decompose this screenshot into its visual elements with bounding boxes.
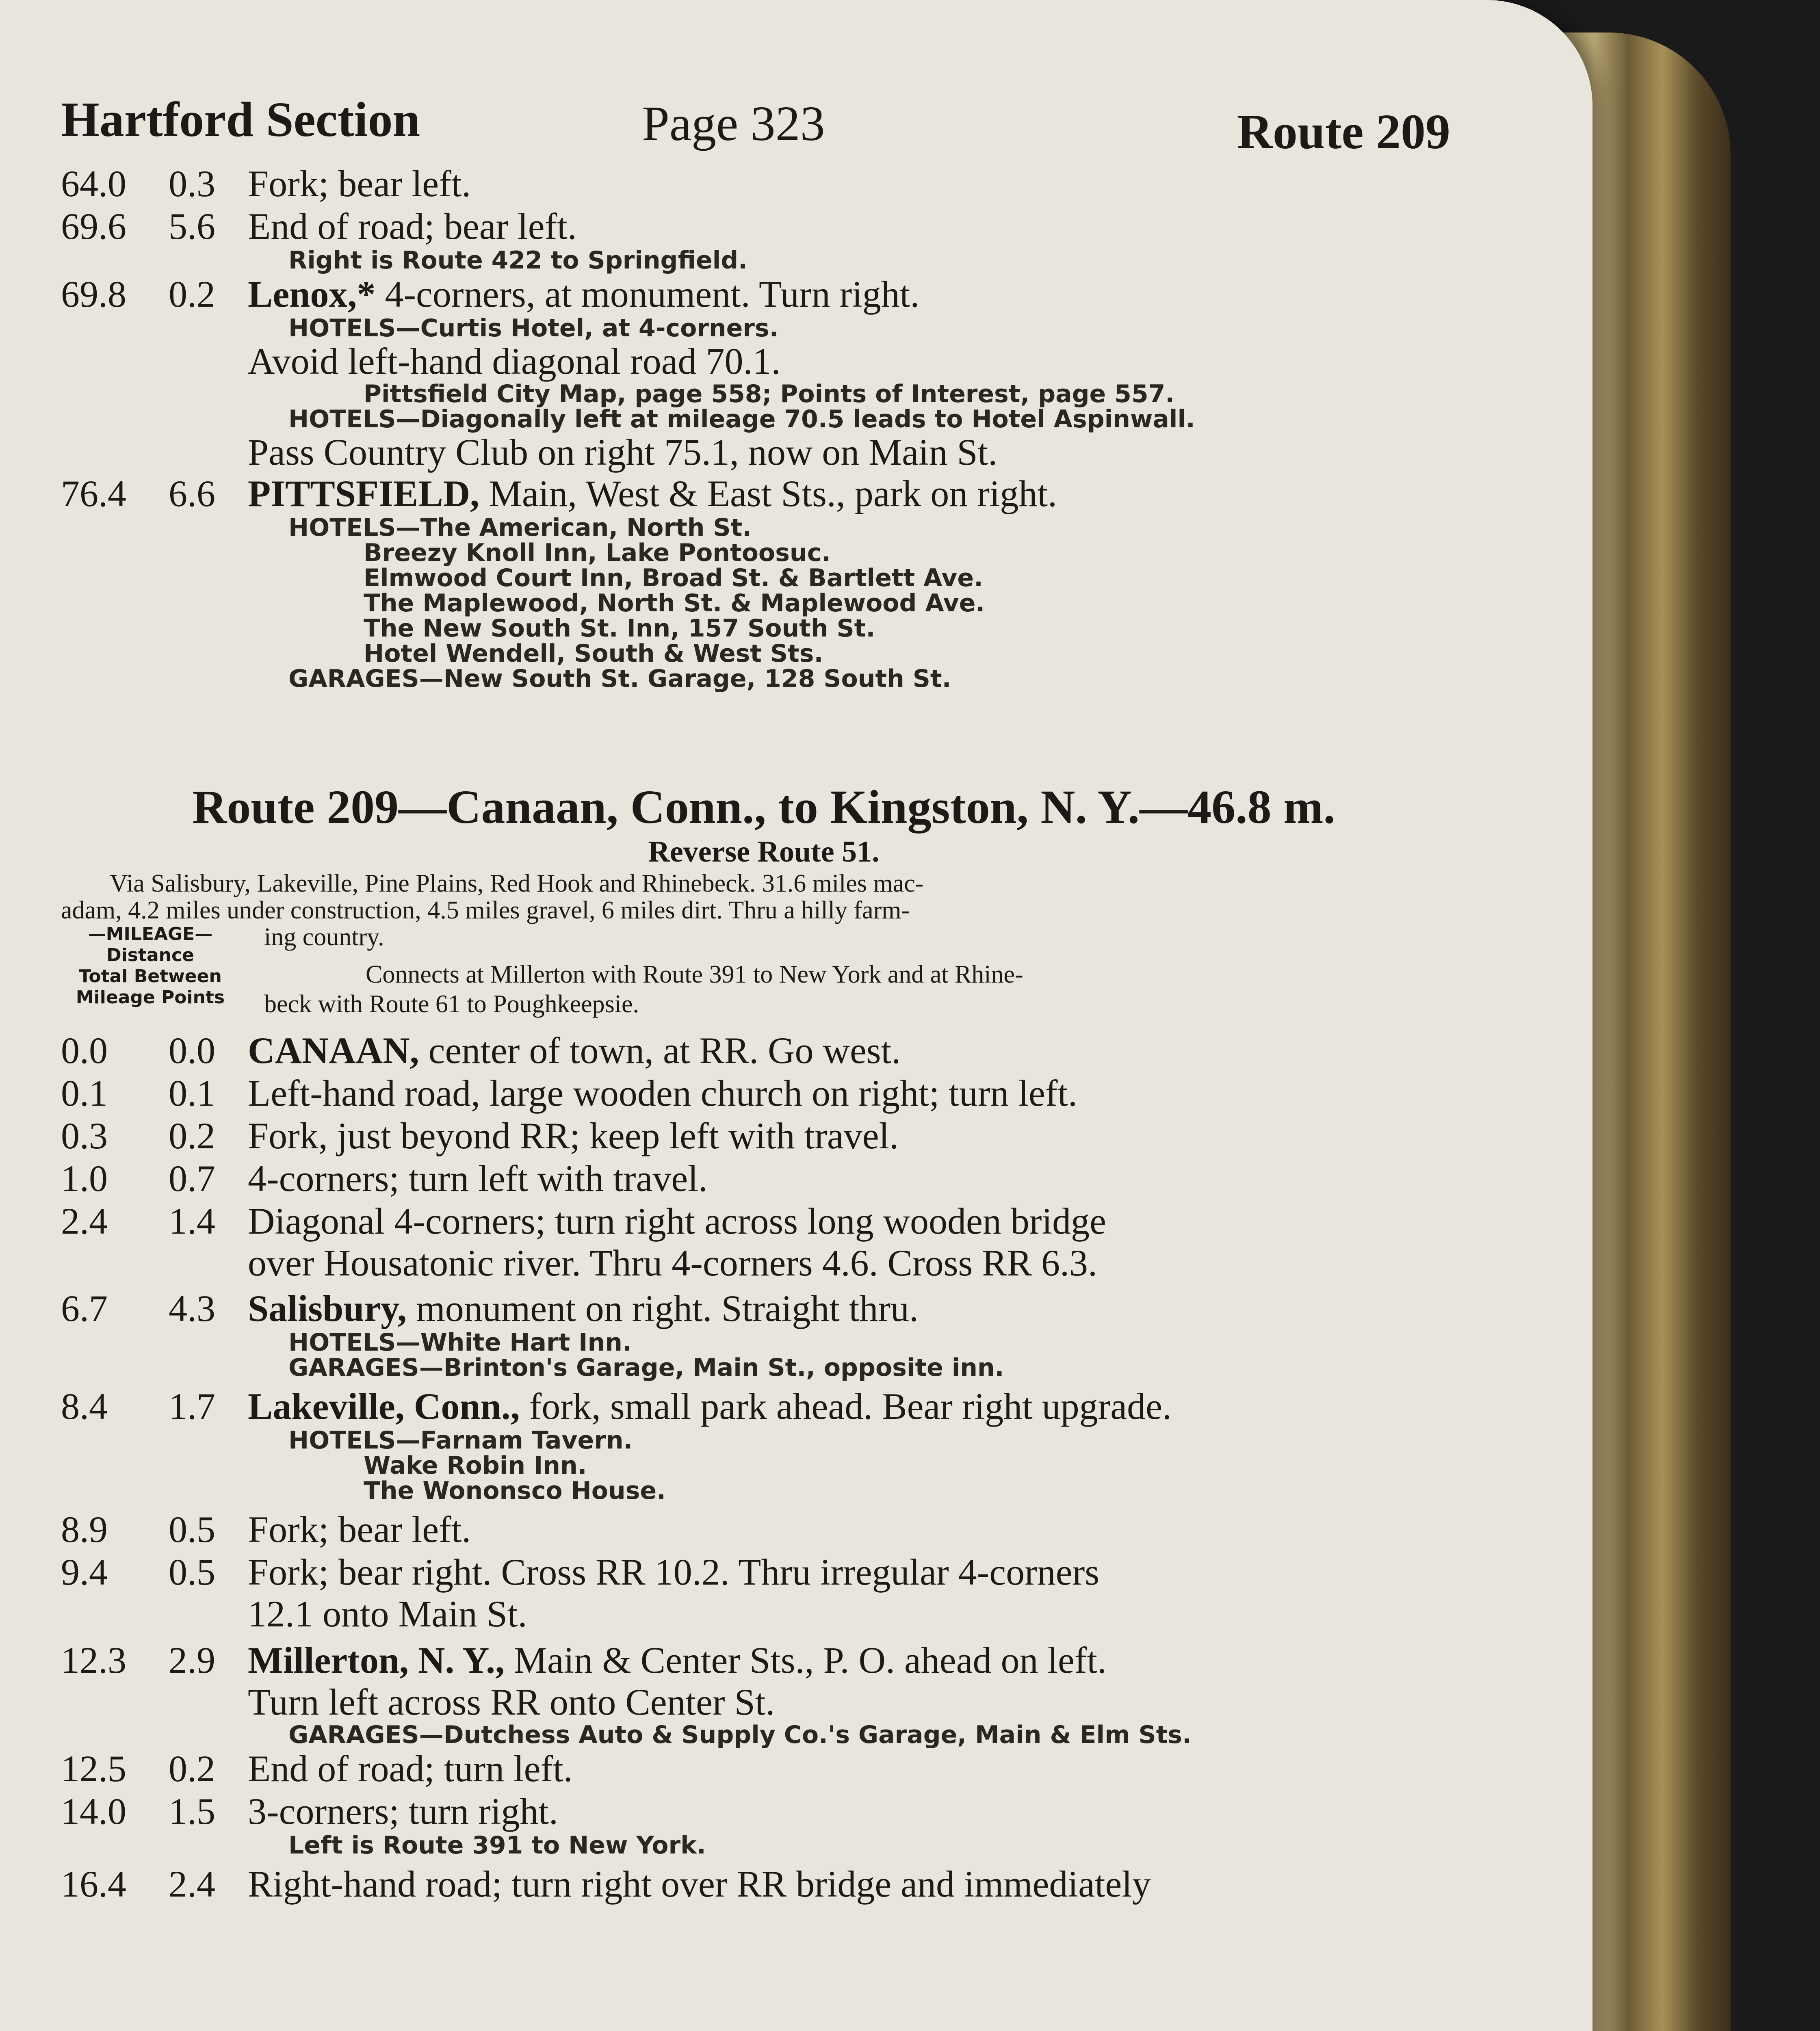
point-distance: 0.5 (169, 1551, 215, 1593)
place-name: Salisbury, (248, 1288, 407, 1329)
route-title: Route 209—Canaan, Conn., to Kingston, N. Y.—46.8 m. (192, 780, 1335, 834)
route-line (61, 1157, 1467, 1200)
direction-continued: Turn left across RR onto Center St. (248, 1681, 775, 1723)
direction-text: 3-corners; turn right. (248, 1791, 558, 1832)
route-via: ing country. (264, 923, 384, 951)
total-mileage: 76.4 (61, 473, 126, 514)
point-distance: 0.7 (169, 1158, 215, 1199)
hotels-note: HOTELS—White Hart Inn. (288, 1328, 632, 1357)
point-distance: 0.0 (169, 1030, 215, 1071)
route-line (61, 273, 1467, 316)
point-distance: 1.7 (169, 1386, 215, 1427)
place-name: Millerton, N. Y., (248, 1639, 505, 1681)
mileage-label-line: Mileage Points (76, 987, 225, 1008)
direction-text: Fork; bear right. Cross RR 10.2. Thru irregular 4-corners (248, 1551, 1100, 1593)
point-distance: 1.4 (169, 1200, 215, 1242)
route-line (61, 1790, 1467, 1833)
point-distance: 4.3 (169, 1288, 215, 1329)
place-name: Lenox,* (248, 273, 376, 315)
total-mileage: 12.3 (61, 1639, 126, 1681)
point-distance: 6.6 (169, 473, 215, 514)
hotels-note: HOTELS—Farnam Tavern. (288, 1426, 633, 1455)
hotels-note: HOTELS—The American, North St. (288, 513, 752, 542)
route-number: Route 209 (1237, 104, 1450, 159)
total-mileage: 0.0 (61, 1030, 108, 1071)
total-mileage: 9.4 (61, 1551, 108, 1593)
point-distance: 0.5 (169, 1509, 215, 1550)
route-line (61, 1200, 1467, 1243)
mileage-label (61, 924, 240, 1008)
direction-continued: over Housatonic river. Thru 4-corners 4.6. Cross RR 6.3. (248, 1242, 1097, 1284)
mileage-label-line: —MILEAGE— (88, 924, 213, 944)
direction-text: Fork; bear left. (248, 163, 471, 204)
direction-continued: 12.1 onto Main St. (248, 1593, 527, 1635)
route-line (61, 1385, 1467, 1428)
route-content (61, 162, 1467, 1905)
point-distance: 0.2 (169, 1115, 215, 1156)
point-distance: 5.6 (169, 206, 215, 247)
section-title: Hartford Section (61, 92, 420, 147)
direction-detail: 4-corners, at monument. Turn right. (375, 273, 920, 315)
total-mileage: 0.3 (61, 1115, 108, 1156)
route-note: Right is Route 422 to Springfield. (288, 246, 748, 275)
point-distance: 2.9 (169, 1639, 215, 1681)
hotels-note: Breezy Knoll Inn, Lake Pontoosuc. (364, 539, 831, 567)
point-distance: 1.5 (169, 1791, 215, 1832)
direction-text: Diagonal 4-corners; turn right across long wooden bridge (248, 1200, 1106, 1242)
total-mileage: 16.4 (61, 1863, 126, 1905)
route-line (61, 1072, 1467, 1115)
direction-text: Right-hand road; turn right over RR bridge and immediately (248, 1863, 1151, 1905)
route-line (61, 1747, 1467, 1790)
direction-text (248, 1029, 901, 1072)
total-mileage: 1.0 (61, 1158, 108, 1199)
hotels-note: HOTELS—Diagonally left at mileage 70.5 leads to Hotel Aspinwall. (288, 405, 1195, 433)
route-via: adam, 4.2 miles under construction, 4.5 miles gravel, 6 miles dirt. Thru a hilly farm- (61, 896, 910, 924)
hotels-note: Hotel Wendell, South & West Sts. (364, 639, 823, 668)
direction-text (248, 273, 919, 316)
route-line (61, 1551, 1467, 1594)
direction-detail: fork, small park ahead. Bear right upgrade. (520, 1386, 1172, 1427)
hotels-note: The Wononsco House. (364, 1477, 666, 1505)
direction-text: Fork; bear left. (248, 1509, 471, 1550)
page-number: Page 323 (642, 96, 825, 151)
direction-text (248, 1639, 1107, 1682)
direction-text (248, 1385, 1172, 1428)
direction-text (248, 1287, 919, 1330)
total-mileage: 12.5 (61, 1748, 126, 1789)
hotels-note: Wake Robin Inn. (364, 1451, 587, 1480)
route-note: Left is Route 391 to New York. (288, 1831, 706, 1860)
map-note: Pittsfield City Map, page 558; Points of Interest, page 557. (364, 380, 1175, 408)
total-mileage: 69.8 (61, 273, 126, 315)
direction-detail: center of town, at RR. Go west. (419, 1030, 901, 1071)
total-mileage: 64.0 (61, 163, 126, 204)
direction-text: Fork, just beyond RR; keep left with travel. (248, 1115, 899, 1156)
point-distance: 0.3 (169, 163, 215, 204)
route-line (61, 162, 1467, 205)
direction-continued: Avoid left-hand diagonal road 70.1. (248, 340, 781, 382)
total-mileage: 69.6 (61, 206, 126, 247)
direction-text: End of road; turn left. (248, 1748, 573, 1789)
connects-note: beck with Route 61 to Poughkeepsie. (264, 990, 639, 1018)
direction-detail: Main, West & East Sts., park on right. (479, 473, 1057, 514)
total-mileage: 2.4 (61, 1200, 108, 1242)
hotels-note: Elmwood Court Inn, Broad St. & Bartlett Ave. (364, 564, 983, 592)
route-line (61, 1639, 1467, 1682)
garages-note: GARAGES—New South St. Garage, 128 South St. (288, 665, 951, 693)
direction-text: 4-corners; turn left with travel. (248, 1158, 708, 1199)
route-line (61, 205, 1467, 248)
point-distance: 2.4 (169, 1863, 215, 1905)
route-line (61, 1863, 1467, 1905)
garages-note: GARAGES—Brinton's Garage, Main St., opposite inn. (288, 1353, 1004, 1382)
hotels-note: HOTELS—Curtis Hotel, at 4-corners. (288, 314, 779, 342)
route-via: Via Salisbury, Lakeville, Pine Plains, Red Hook and Rhinebeck. 31.6 miles mac- (110, 870, 924, 897)
point-distance: 0.2 (169, 273, 215, 315)
place-name: PITTSFIELD, (248, 473, 480, 514)
place-name: Lakeville, Conn., (248, 1386, 520, 1427)
hotels-note: The New South St. Inn, 157 South St. (364, 614, 875, 643)
direction-text (248, 472, 1057, 515)
total-mileage: 0.1 (61, 1072, 108, 1114)
direction-detail: monument on right. Straight thru. (407, 1288, 919, 1329)
total-mileage: 8.9 (61, 1509, 108, 1550)
route-line (61, 472, 1467, 515)
mileage-legend (61, 924, 1467, 1029)
route-line (61, 1029, 1467, 1072)
total-mileage: 6.7 (61, 1288, 108, 1329)
total-mileage: 14.0 (61, 1791, 126, 1832)
route-line (61, 1115, 1467, 1157)
direction-continued: Pass Country Club on right 75.1, now on Main St. (248, 431, 998, 473)
point-distance: 0.2 (169, 1748, 215, 1789)
route-line (61, 1287, 1467, 1330)
direction-text: End of road; bear left. (248, 206, 577, 247)
direction-detail: Main & Center Sts., P. O. ahead on left. (505, 1639, 1107, 1681)
direction-text: Left-hand road, large wooden church on right; turn left. (248, 1072, 1078, 1114)
point-distance: 0.1 (169, 1072, 215, 1114)
total-mileage: 8.4 (61, 1386, 108, 1427)
garages-note: GARAGES—Dutchess Auto & Supply Co.'s Garage, Main & Elm Sts. (288, 1721, 1192, 1749)
page-header (61, 91, 1450, 159)
reverse-route: Reverse Route 51. (648, 835, 880, 868)
route-line (61, 1508, 1467, 1551)
mileage-label-line: Total Between (79, 966, 222, 987)
place-name: CANAAN, (248, 1030, 419, 1071)
hotels-note: The Maplewood, North St. & Maplewood Ave. (364, 589, 985, 617)
mileage-label-line: Distance (106, 945, 194, 966)
connects-note: Connects at Millerton with Route 391 to New York and at Rhine- (366, 961, 1023, 988)
